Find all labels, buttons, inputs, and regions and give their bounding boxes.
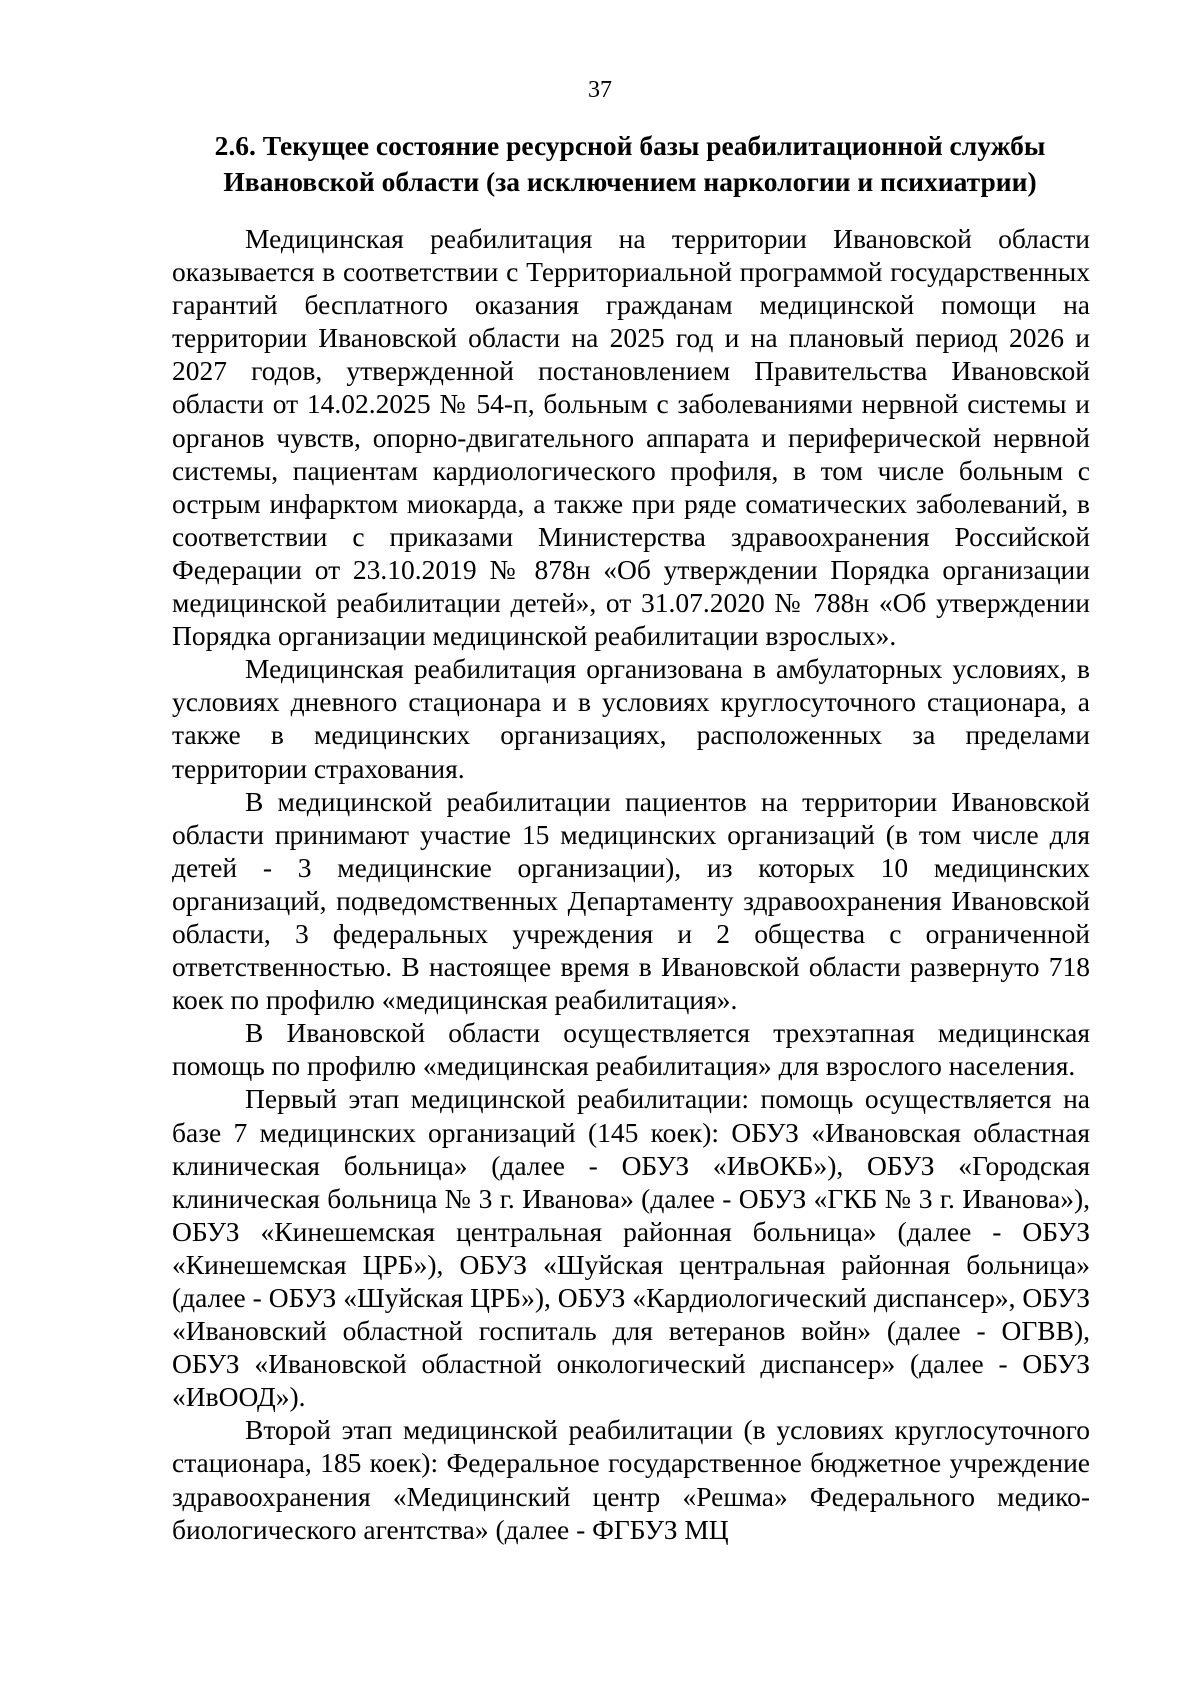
paragraph-second-stage: Второй этап медицинской реабилитации (в условиях круглосуточного стационара, 185 коек): Федеральное государственное бюджетное учреждение здравоохранения «Медицинский центр «Решма» Федерального медико-биологического агентства» (далее - ФГБУЗ МЦ xyxy=(172,1414,1090,1545)
section-heading-line-2: Ивановской области (за исключением наркологии и психиатрии) xyxy=(223,166,1037,197)
body-text xyxy=(172,222,1090,1546)
section-heading-line-1: 2.6. Текущее состояние ресурсной базы реабилитационной службы xyxy=(214,130,1046,161)
section-heading xyxy=(170,128,1090,200)
paragraph-organizations: В медицинской реабилитации пациентов на территории Ивановской области принимают участие 15 медицинских организаций (в том числе для детей - 3 медицинские организации), из которых 10 медицинских организаций, подведомственных Департаменту здравоохранения Ивановской области, 3 федеральных учреждения и 2 общества с ограниченной ответственностью. В настоящее время в Ивановской области развернуто 718 коек по профилю «медицинская реабилитация». xyxy=(172,785,1090,1016)
paragraph-first-stage: Первый этап медицинской реабилитации: помощь осуществляется на базе 7 медицинских организаций (145 коек): ОБУЗ «Ивановская областная клиническая больница» (далее - ОБУЗ «ИвОКБ»), ОБУЗ «Городская клиническая больница № 3 г. Иванова» (далее - ОБУЗ «ГКБ № 3 г. Иванова»), ОБУЗ «Кинешемская центральная районная больница» (далее - ОБУЗ «Кинешемская ЦРБ»), ОБУЗ «Шуйская центральная районная больница» (далее - ОБУЗ «Шуйская ЦРБ»), ОБУЗ «Кардиологический диспансер», ОБУЗ «Ивановский областной госпиталь для ветеранов войн» (далее - ОГВВ), ОБУЗ «Ивановской областной онкологический диспансер» (далее - ОБУЗ «ИвООД»). xyxy=(172,1083,1090,1413)
page-number: 37 xyxy=(588,77,612,103)
paragraph-conditions: Медицинская реабилитация организована в амбулаторных условиях, в условиях дневного стационара и в условиях круглосуточного стационара, а также в медицинских организациях, расположенных за пределами территории страхования. xyxy=(172,653,1090,784)
paragraph-three-stage: В Ивановской области осуществляется трехэтапная медицинская помощь по профилю «медицинская реабилитация» для взрослого населения. xyxy=(172,1017,1090,1082)
paragraph-legal-basis: Медицинская реабилитация на территории Ивановской области оказывается в соответствии с Территориальной программой государственных гарантий бесплатного оказания гражданам медицинской помощи на территории Ивановской области на 2025 год и на плановый период 2026 и 2027 годов, утвержденной постановлением Правительства Ивановской области от 14.02.2025 № 54-п, больным с заболеваниями нервной системы и органов чувств, опорно-двигательного аппарата и периферической нервной системы, пациентам кардиологического профиля, в том числе больным с острым инфарктом миокарда, а также при ряде соматических заболеваний, в соответствии с приказами Министерства здравоохранения Российской Федерации от 23.10.2019 № 878н «Об утверждении Порядка организации медицинской реабилитации детей», от 31.07.2020 № 788н «Об утверждении Порядка организации медицинской реабилитации взрослых». xyxy=(172,223,1090,652)
